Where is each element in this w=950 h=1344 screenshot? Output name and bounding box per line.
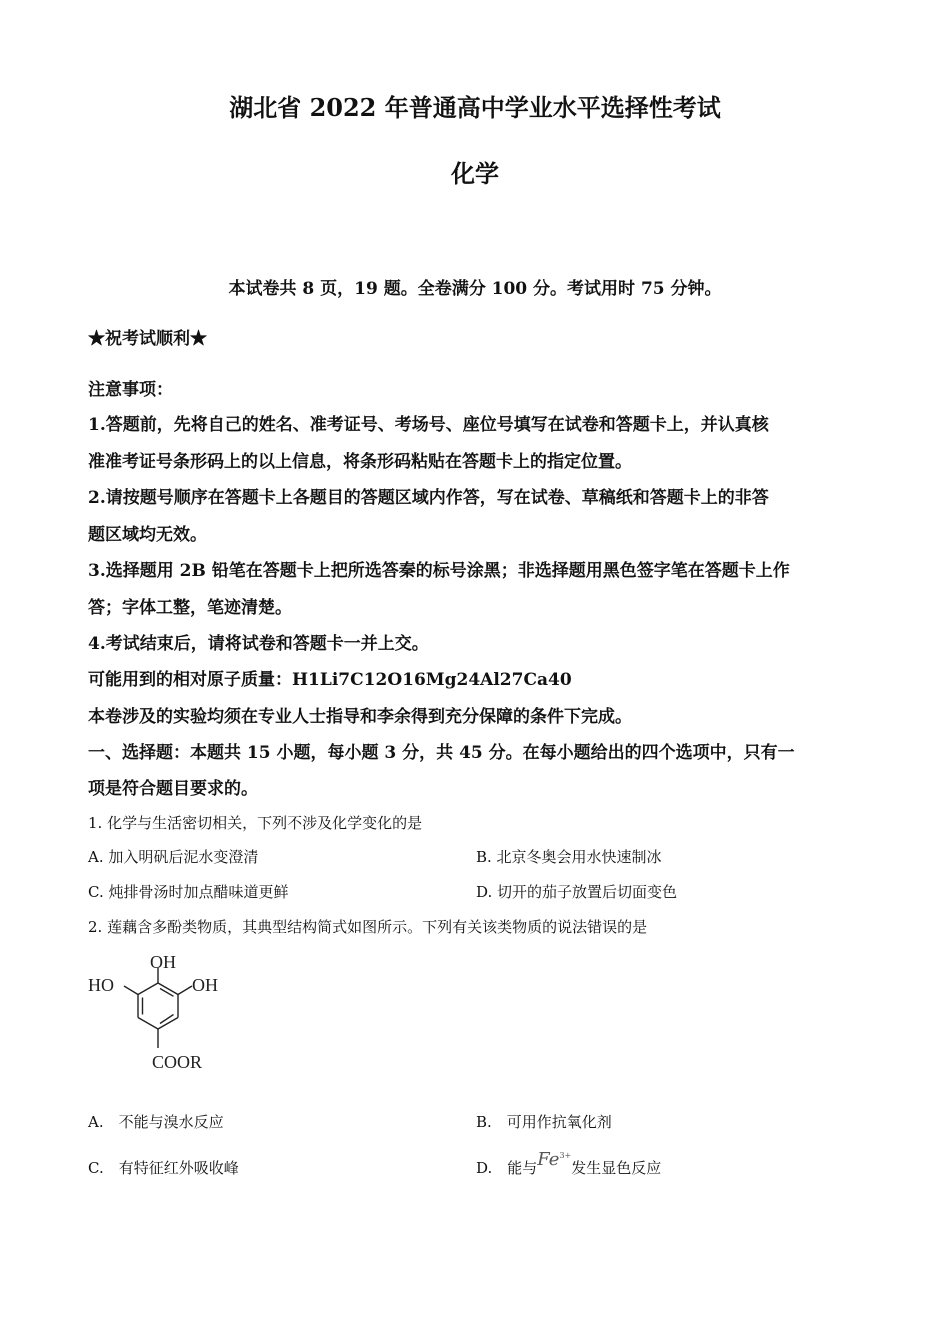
question-2-stem: 2. 莲藕含多酚类物质，其典型结构简式如图所示。下列有关该类物质的说法错误的是 xyxy=(88,918,648,936)
q2-option-d xyxy=(476,1149,662,1178)
note-line: 2.请按题号顺序在答题卡上各题目的答题区域内作答，写在试卷、草稿纸和答题卡上的非答 xyxy=(88,488,769,508)
safety-line: 本卷涉及的实验均须在专业人士指导和李余得到充分保障的条件下完成。 xyxy=(88,707,632,727)
exam-title: 湖北省 2022 年普通高中学业水平选择性考试 xyxy=(229,93,721,122)
exam-subject: 化学 xyxy=(451,159,499,188)
note-line: 准准考证号条形码上的以上信息，将条形码粘贴在答题卡上的指定位置。 xyxy=(88,452,632,472)
structure-top-label: OH xyxy=(150,952,176,972)
structure-right-label: OH xyxy=(192,975,218,995)
q2-option-b: B. 可用作抗氧化剂 xyxy=(476,1113,612,1131)
q2-option-a: A. 不能与溴水反应 xyxy=(88,1113,224,1131)
structure-left-label: HO xyxy=(88,975,114,995)
fe3-ion: $Fe^{3+}$ xyxy=(537,1149,572,1170)
q2-option-c: C. 有特征红外吸收峰 xyxy=(88,1159,239,1177)
atomic-mass-line: 可能用到的相对原子质量：H1Li7C12O16Mg24Al27Ca40 xyxy=(88,670,572,690)
structure-bottom-label: COOR xyxy=(152,1052,203,1072)
exam-info: 本试卷共 8 页，19 题。全卷满分 100 分。考试用时 75 分钟。 xyxy=(228,279,722,299)
question-1-stem: 1. 化学与生活密切相关，下列不涉及化学变化的是 xyxy=(88,814,423,832)
section-heading-cont: 项是符合题目要求的。 xyxy=(88,779,258,799)
note-line: 3.选择题用 2B 铅笔在答题卡上把所选答秦的标号涂黑；非选择题用黑色签字笔在答题卡上作 xyxy=(88,561,790,581)
q1-option-a: A. 加入明矾后泥水变澄清 xyxy=(88,848,259,866)
section-heading: 一、选择题：本题共 15 小题，每小题 3 分，共 45 分。在每小题给出的四个选项中，只有一 xyxy=(88,743,795,763)
note-line: 4.考试结束后，请将试卷和答题卡一并上交。 xyxy=(88,634,429,654)
polyphenol-structure xyxy=(86,948,246,1078)
blessing: ★祝考试顺利★ xyxy=(88,329,207,349)
notes-heading: 注意事项： xyxy=(88,380,173,400)
note-line: 1.答题前，先将自己的姓名、准考证号、考场号、座位号填写在试卷和答题卡上，并认真核 xyxy=(88,415,769,435)
q1-option-d: D. 切开的茄子放置后切面变色 xyxy=(476,883,678,901)
q2-option-d-suffix: 发生显色反应 xyxy=(571,1159,662,1177)
note-line: 答；字体工整，笔迹清楚。 xyxy=(88,598,292,618)
note-line: 题区域均无效。 xyxy=(88,525,207,545)
q1-option-c: C. 炖排骨汤时加点醋味道更鲜 xyxy=(88,883,289,901)
q2-option-d-prefix: D. 能与 xyxy=(476,1159,538,1177)
q1-option-b: B. 北京冬奥会用水快速制冰 xyxy=(476,848,662,866)
